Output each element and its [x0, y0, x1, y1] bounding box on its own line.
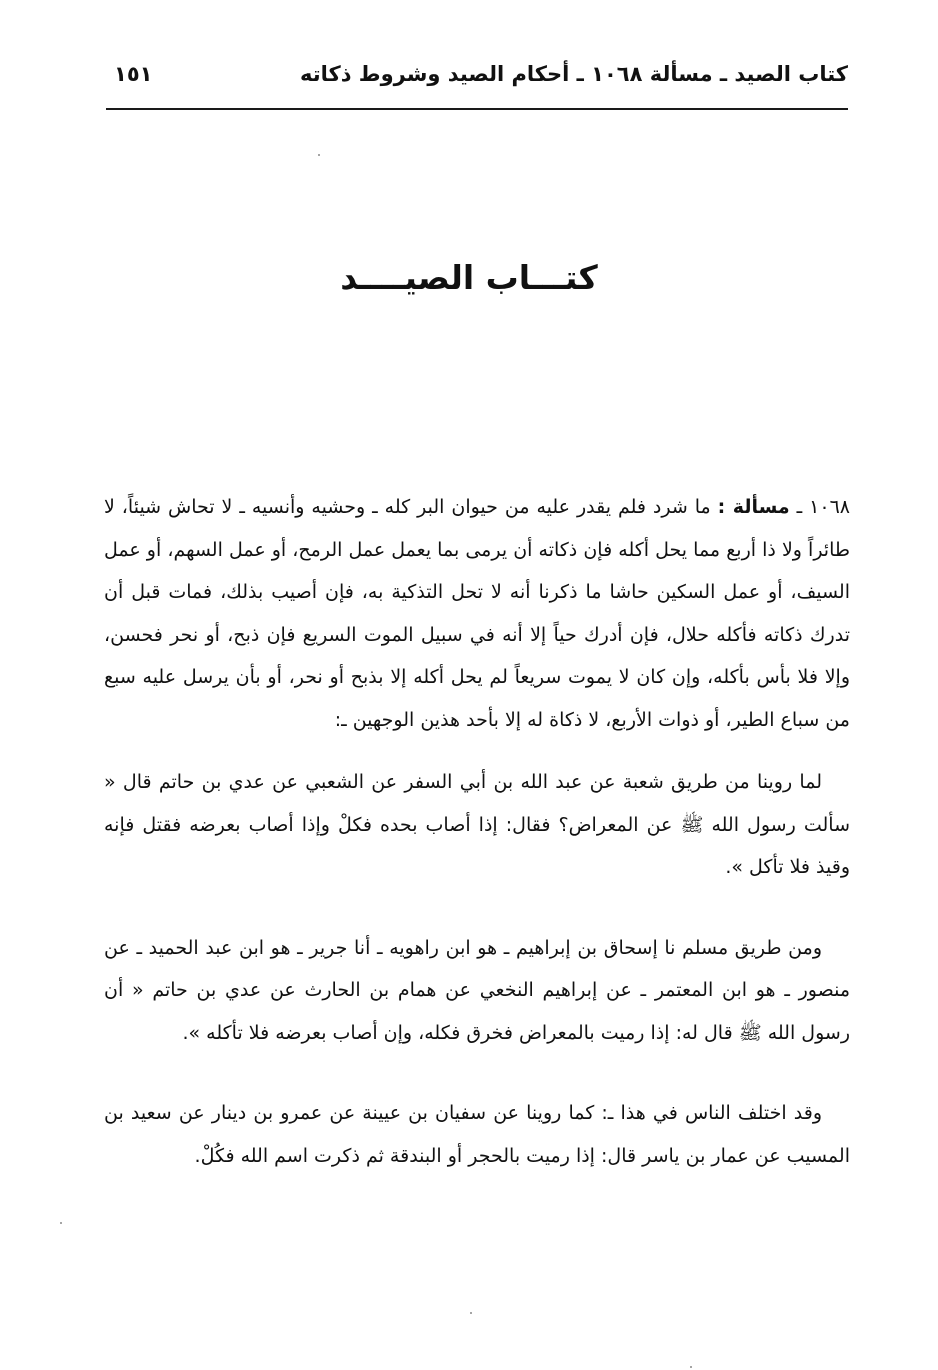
- hadith-paragraph-3: وقد اختلف الناس في هذا ـ: كما روينا عن سفيان بن عيينة عن عمرو بن دينار عن سعيد بن المسيب عن عمار بن ياسر قال: إذا رميت بالحجر أو البندقة ثم ذكرت اسم الله فكُلْ.: [104, 1102, 850, 1167]
- page-header: [106, 58, 848, 98]
- body-text: [104, 486, 850, 1177]
- issue-label: مسألة :: [717, 496, 790, 518]
- hadith-paragraph-2: ومن طريق مسلم نا إسحاق بن إبراهيم ـ هو ابن راهويه ـ أنا جرير ـ هو ابن عبد الحميد ـ عن منصور ـ هو ابن المعتمر ـ عن إبراهيم النخعي عن همام بن الحارث عن عدي بن حاتم « أن رسول الله ﷺ قال له: إذا رميت بالمعراض فخرق فكله، وإن أصاب بعرضه فلا تأكله ».: [104, 936, 850, 1044]
- scan-speck: [470, 1312, 472, 1314]
- scan-speck: [318, 154, 320, 156]
- page-number: ١٥١: [114, 62, 153, 86]
- hadith-paragraph-1: لما روينا من طريق شعبة عن عبد الله بن أبي السفر عن الشعبي عن عدي بن حاتم قال « سألت رسول الله ﷺ عن المعراض؟ فقال: إذا أصاب بحده فكلْ وإذا أصاب بعرضه فقتل فإنه وقيذ فلا تأكل ».: [104, 771, 850, 878]
- issue-paragraph: [104, 486, 850, 741]
- header-rule: [106, 108, 848, 110]
- issue-number: ١٠٦٨ ـ: [796, 496, 850, 518]
- running-title: كتاب الصيد ـ مسألة ١٠٦٨ ـ أحكام الصيد وشروط ذكاته: [299, 62, 848, 86]
- scan-speck: [60, 1222, 62, 1224]
- issue-text: ما شرد فلم يقدر عليه من حيوان البر كله ـ وحشيه وأنسيه ـ لا تحاش شيئاً، لا طائراً ولا ذا أربع مما يحل أكله فإن ذكاته أن يرمى بما يعمل عمل الرمح، أو عمل السهم، أو عمل السيف، أو عمل السكين حاشا ما ذكرنا أنه لا تحل التذكية به، فإن أصيب بذلك، فمات قبل أن تدرك ذكاته فأكله حلال، فإن أدرك حياً إلا أنه في سبيل الموت السريع فإن ذبح، أو نحر فحسن، وإلا فلا بأس بأكله، وإن كان لا يموت سريعاً لم يحل أكله إلا بذبح أو نحر، أو بأن يرسل عليه سبع من سباع الطير، أو ذوات الأربع، لا ذكاة له إلا بأحد هذين الوجهين ـ:: [104, 496, 850, 731]
- scan-speck: [690, 1366, 692, 1368]
- chapter-title: كتـــاب الصيــــد: [340, 258, 598, 297]
